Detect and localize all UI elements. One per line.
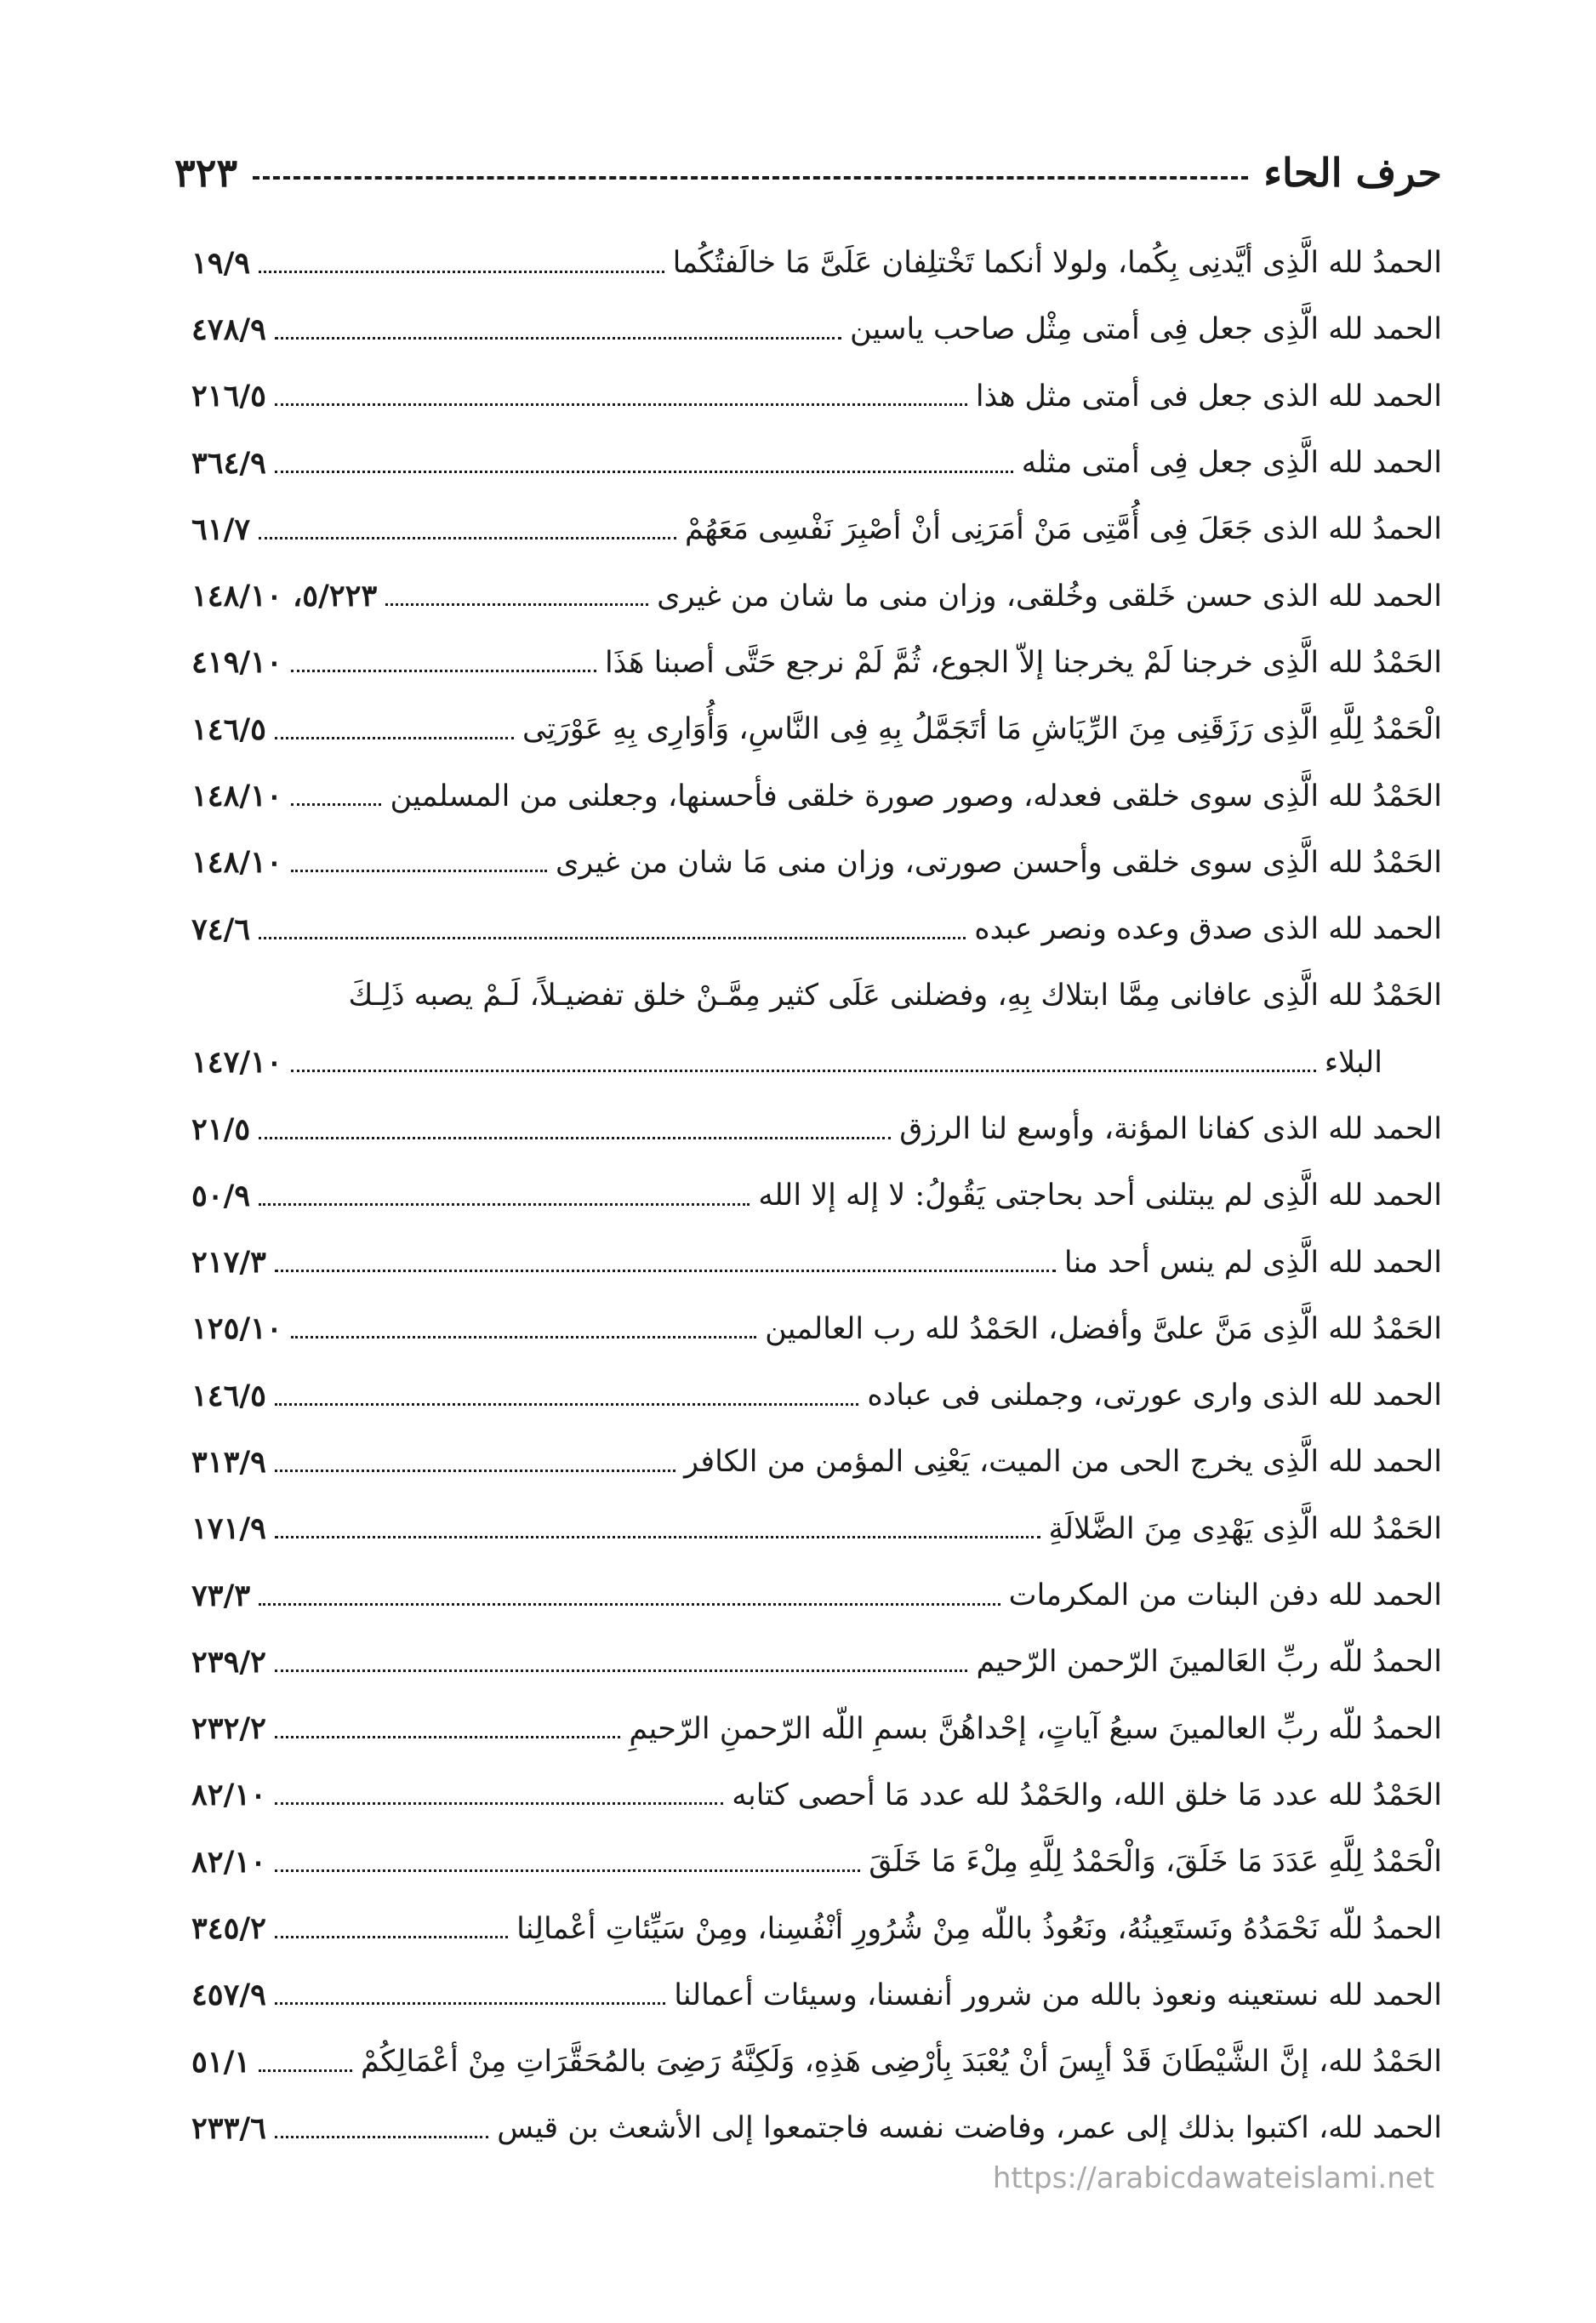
dot-leader (275, 1936, 508, 1938)
entry-reference: ٦١/٧ (191, 511, 251, 547)
entry-reference: ٥/٢٢٣، ١٤٨/١٠ (191, 579, 378, 614)
dot-leader (291, 1070, 1316, 1072)
entry-text: الحمد لله الذى صدق وعده ونصر عبده (974, 912, 1442, 947)
entry-text: الْحَمْدُ لِلَّهِ الَّذِى رَزَقَنِى مِنَ الرِّيَاشِ مَا أتَجَمَّلُ بِهِ فِى النَّاسِ، وَأُوَارِى بِهِ عَوْرَتِى (522, 712, 1442, 747)
index-entry (191, 1162, 1442, 1229)
entry-reference: ١٢٥/١٠ (191, 1311, 282, 1347)
index-entry (191, 1496, 1442, 1562)
dot-leader (385, 603, 648, 606)
index-entry (191, 1829, 1442, 1895)
entry-text: الحَمْدُ لله الَّذِى سوى خلقى فعدله، وصور صورة خلقى فأحسنها، وجعلنى من المسلمين (390, 779, 1442, 813)
index-entry (191, 1429, 1442, 1495)
entry-text: الْحَمْدُ لِلَّهِ عَدَدَ مَا خَلَقَ، وَالْحَمْدُ لِلَّهِ مِلْءَ مَا خَلَقَ (869, 1845, 1442, 1880)
entry-text: البلاء (1324, 1045, 1382, 1080)
dot-leader (275, 1470, 675, 1472)
entry-reference: ٤٥٧/٩ (191, 1978, 266, 2013)
entry-text: الحمد لله الذى وارى عورتى، وجملنى فى عباده (867, 1378, 1442, 1413)
index-entries (191, 230, 1442, 2162)
entry-reference: ٢١/٥ (191, 1111, 251, 1147)
index-entry (191, 1895, 1442, 1961)
index-entry (191, 896, 1442, 962)
dot-leader (275, 1736, 620, 1738)
index-entry (191, 230, 1442, 296)
entry-reference: ٤٧٨/٩ (191, 311, 266, 347)
entry-text: الحَمْدُ لله الَّذِى عافانى مِمَّا ابتلاك بِهِ، وفضلنى عَلَى كثير مِمَّـنْ خلق تفضيـلاً، لَـمْ يصبه ذَلِـكَ (348, 979, 1442, 1013)
dot-leader (291, 803, 382, 806)
index-entry (191, 2095, 1442, 2161)
dot-leader (275, 2136, 488, 2138)
index-entry (191, 1229, 1442, 1295)
entry-text: الحَمْدُ لله عدد مَا خلق الله، والحَمْدُ لله عدد مَا أحصى كتابه (732, 1778, 1442, 1812)
dot-leader (259, 1203, 750, 1206)
entry-text: الحمد لله الَّذِى جعل فِى أمتى مثله (1021, 446, 1442, 481)
entry-reference: ٢١٧/٣ (191, 1245, 266, 1281)
entry-reference: ٢١٦/٥ (191, 379, 266, 414)
entry-text: الحَمْدُ لله، إنَّ الشَّيْطَانَ قَدْ أيِسَ أنْ يُعْبَدَ بِأرْضِى هَذِهِ، وَلَكِنَّهُ رَضِىَ بالمُحَقَّرَاتِ مِنْ أعْمَالِكُمْ (361, 2045, 1442, 2080)
entry-reference: ٣١٣/٩ (191, 1444, 266, 1480)
dot-leader (275, 1802, 723, 1805)
entry-text: الحَمْدُ لله الَّذِى مَنَّ علىَّ وأفضل، الحَمْدُ لله رب العالمين (765, 1311, 1442, 1346)
dot-leader (259, 537, 676, 539)
index-entry (191, 1030, 1442, 1096)
index-entry (191, 363, 1442, 430)
entry-text: الحمدُ لله الَّذِى أيَّدنِى بِكُما، ولولا أنكما تَخْتلِفان عَلَىَّ مَا خالَفتُكُما (672, 246, 1442, 281)
page-number: ٣٢٣ (174, 150, 238, 196)
entry-text: الحمد لله الَّذِى جعل فِى أمتى مِثْل صاحب ياسين (849, 312, 1442, 347)
dot-leader (275, 1403, 858, 1406)
entry-text: الحمدُ لله الذى جَعَلَ فِى أُمَّتِى مَنْ أمَرَنِى أنْ أصْبِرَ نَفْسِى مَعَهُمْ (684, 512, 1442, 547)
entry-text: الحَمْدُ لله الَّذِى خرجنا لَمْ يخرجنا إلاّ الجوع، ثُمَّ لَمْ نرجع حَتَّى أصبنا هَذَا (604, 645, 1442, 680)
dot-leader (259, 1137, 891, 1139)
entry-text: الحمد لله، اكتبوا بذلك إلى عمر، وفاضت نفسه فاجتمعوا إلى الأشعث بن قيس (497, 2111, 1442, 2146)
entry-text: الحمد لله نستعينه ونعوذ بالله من شرور أنفسنا، وسيئات أعمالنا (674, 1978, 1442, 2012)
entry-text: الحَمْدُ لله الَّذِى يَهْدِى مِنَ الضَّلالَةِ (1048, 1511, 1442, 1546)
entry-text: الحمد لله الذى حسن خَلقى وخُلقى، وزان منى ما شان من غيرى (657, 579, 1442, 614)
entry-reference: ٧٤/٦ (191, 911, 251, 947)
index-entry (191, 430, 1442, 496)
entry-text: الحمدُ للّه نَحْمَدُهُ ونَستَعِينُهُ، ونَعُوذُ باللّه مِنْ شُرُورِ أنْفُسِنا، ومِنْ سَيِّئاتِ أعْمالِنا (516, 1911, 1442, 1946)
entry-text: الحمد لله الَّذِى يخرج الحى من الميت، يَعْنِى المؤمن من الكافر (684, 1445, 1442, 1480)
dot-leader (259, 271, 664, 273)
entry-reference: ١٤٨/١٠ (191, 779, 282, 814)
entry-text: الحمد لله الذى جعل فى أمتى مثل هذا (975, 379, 1442, 414)
entry-reference: ٧٣/٣ (191, 1578, 251, 1613)
dot-leader (259, 937, 966, 939)
entry-reference: ٢٣٢/٢ (191, 1711, 266, 1747)
index-entry (191, 562, 1442, 629)
entry-text: الحمد لله الَّذِى لم يبتلنى أحد بحاجتى يَقُولُ: لا إله إلا الله (758, 1179, 1442, 1213)
entry-reference: ١٤٦/٥ (191, 1378, 266, 1413)
index-entry (191, 1362, 1442, 1429)
dot-leader (275, 337, 841, 340)
entry-reference: ١٤٦/٥ (191, 711, 266, 747)
dot-leader (259, 2069, 352, 2072)
index-entry (191, 1096, 1442, 1162)
entry-reference: ٢٣٣/٦ (191, 2110, 266, 2146)
entry-reference: ٣٦٤/٩ (191, 445, 266, 481)
entry-reference: ٥٠/٩ (191, 1178, 251, 1213)
index-entry (191, 762, 1442, 829)
dot-leader (275, 1669, 967, 1672)
dot-leader (275, 471, 1013, 473)
entry-reference: ١٧١/٩ (191, 1511, 266, 1547)
entry-reference: ٢٣٩/٢ (191, 1644, 266, 1680)
entry-text: الحَمْدُ لله الَّذِى سوى خلقى وأحسن صورتى، وزان منى مَا شان من غيرى (556, 845, 1442, 880)
dot-leader (275, 1270, 1056, 1272)
index-entry (191, 630, 1442, 696)
entry-text: الحمد لله دفن البنات من المكرمات (1008, 1578, 1442, 1613)
index-entry (191, 1962, 1442, 2029)
index-entry (191, 2029, 1442, 2095)
entry-reference: ٨٢/١٠ (191, 1778, 266, 1813)
index-entry (191, 296, 1442, 362)
section-title: حرف الحاء (1263, 150, 1442, 196)
index-entry (191, 1762, 1442, 1829)
entry-reference: ١٩/٩ (191, 245, 251, 281)
dot-leader (275, 737, 514, 739)
header-rule (253, 176, 1248, 180)
dot-leader (291, 1336, 756, 1338)
entry-reference: ٤١٩/١٠ (191, 645, 282, 681)
index-entry (191, 1562, 1442, 1629)
entry-reference: ١٤٧/١٠ (191, 1045, 282, 1081)
index-entry (191, 1296, 1442, 1362)
dot-leader (275, 1536, 1040, 1538)
entry-reference: ٣٤٥/٢ (191, 1911, 266, 1947)
entry-reference: ٨٢/١٠ (191, 1844, 266, 1880)
dot-leader (275, 403, 967, 406)
dot-leader (259, 1603, 1000, 1606)
entry-text: الحمد لله الذى كفانا المؤنة، وأوسع لنا الرزق (899, 1112, 1442, 1146)
dot-leader (291, 870, 547, 872)
entry-text: الحمد لله الَّذِى لم ينس أحد منا (1063, 1245, 1442, 1280)
index-entry (191, 696, 1442, 762)
entry-reference: ١٤٨/١٠ (191, 845, 282, 881)
index-entry (191, 962, 1442, 1029)
watermark-url: https://arabicdawateislami.net (992, 2161, 1434, 2195)
index-entry (191, 830, 1442, 896)
index-entry (191, 1629, 1442, 1695)
entry-text: الحمدُ للّه ربِّ العالمينَ سبعُ آياتٍ، إحْداهُنَّ بسمِ اللّه الرّحمنِ الرّحيمِ (629, 1711, 1442, 1746)
entry-reference: ٥١/١ (191, 2044, 251, 2080)
dot-leader (291, 670, 596, 672)
page-header (174, 143, 1442, 203)
index-entry (191, 496, 1442, 562)
dot-leader (275, 1869, 860, 1872)
entry-text: الحمدُ للّه ربِّ العَالمينَ الرّحمن الرّحيم (976, 1645, 1442, 1680)
index-entry (191, 1696, 1442, 1762)
dot-leader (275, 2002, 665, 2005)
